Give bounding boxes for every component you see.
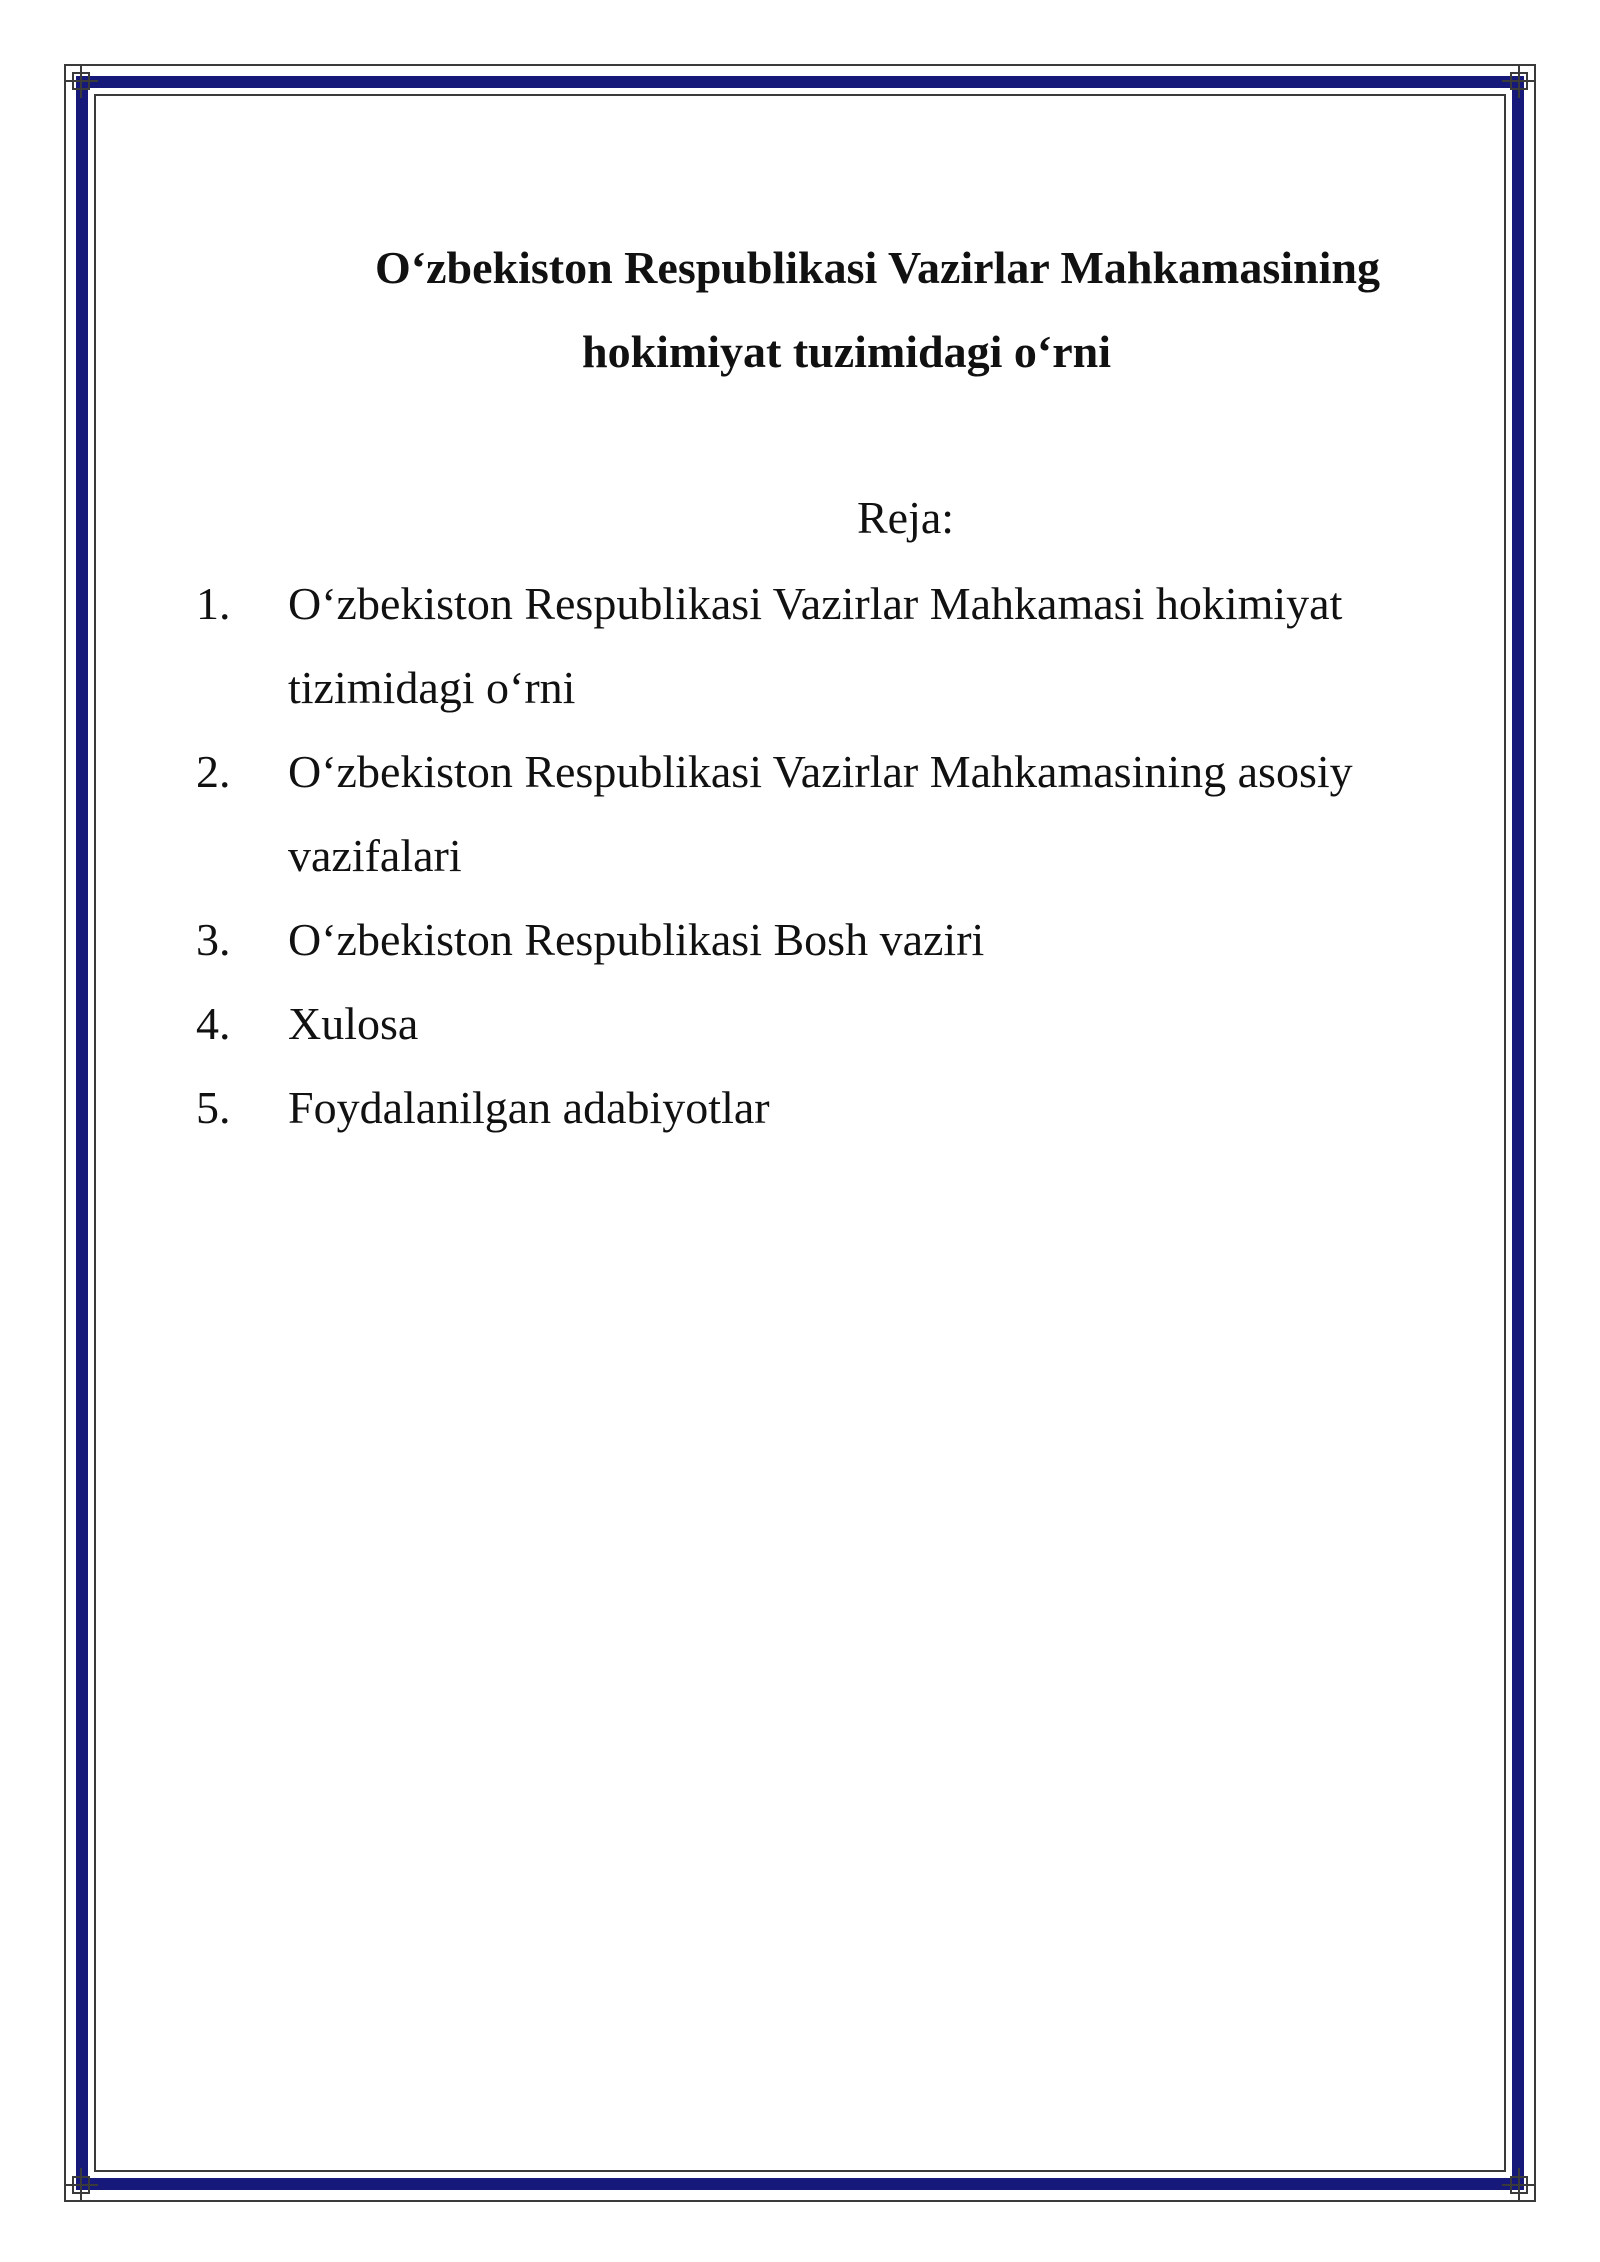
plan-heading: Reja:: [857, 492, 955, 543]
plan-item-text: O‘zbekiston Respublikasi Bosh vaziri: [288, 914, 985, 965]
corner-ornament-icon: [1502, 2168, 1536, 2202]
plan-list: [196, 562, 1446, 1150]
corner-ornament-icon: [1502, 64, 1536, 98]
plan-item-number: 4.: [196, 998, 231, 1049]
plan-item-number: 3.: [196, 914, 231, 965]
plan-item-text: O‘zbekiston Respublikasi Vazirlar Mahkamasining asosiy vazifalari: [288, 746, 1353, 881]
plan-item: [196, 898, 1446, 982]
plan-item: [196, 730, 1446, 898]
plan-item-number: 5.: [196, 1082, 231, 1133]
plan-item: [196, 1066, 1446, 1150]
plan-item: [196, 562, 1446, 730]
plan-item-text: Foydalanilgan adabiyotlar: [288, 1082, 770, 1133]
plan-item-text: Xulosa: [288, 998, 419, 1049]
corner-ornament-icon: [64, 2168, 98, 2202]
plan-item: [196, 982, 1446, 1066]
document-title-line-1: O‘zbekiston Respublikasi Vazirlar Mahkamasining: [375, 242, 1380, 293]
plan-item-text: O‘zbekiston Respublikasi Vazirlar Mahkamasi hokimiyat tizimidagi o‘rni: [288, 578, 1343, 713]
plan-item-number: 2.: [196, 746, 231, 797]
plan-item-number: 1.: [196, 578, 231, 629]
document-title-line-2: hokimiyat tuzimidagi o‘rni: [582, 326, 1112, 377]
corner-ornament-icon: [64, 64, 98, 98]
